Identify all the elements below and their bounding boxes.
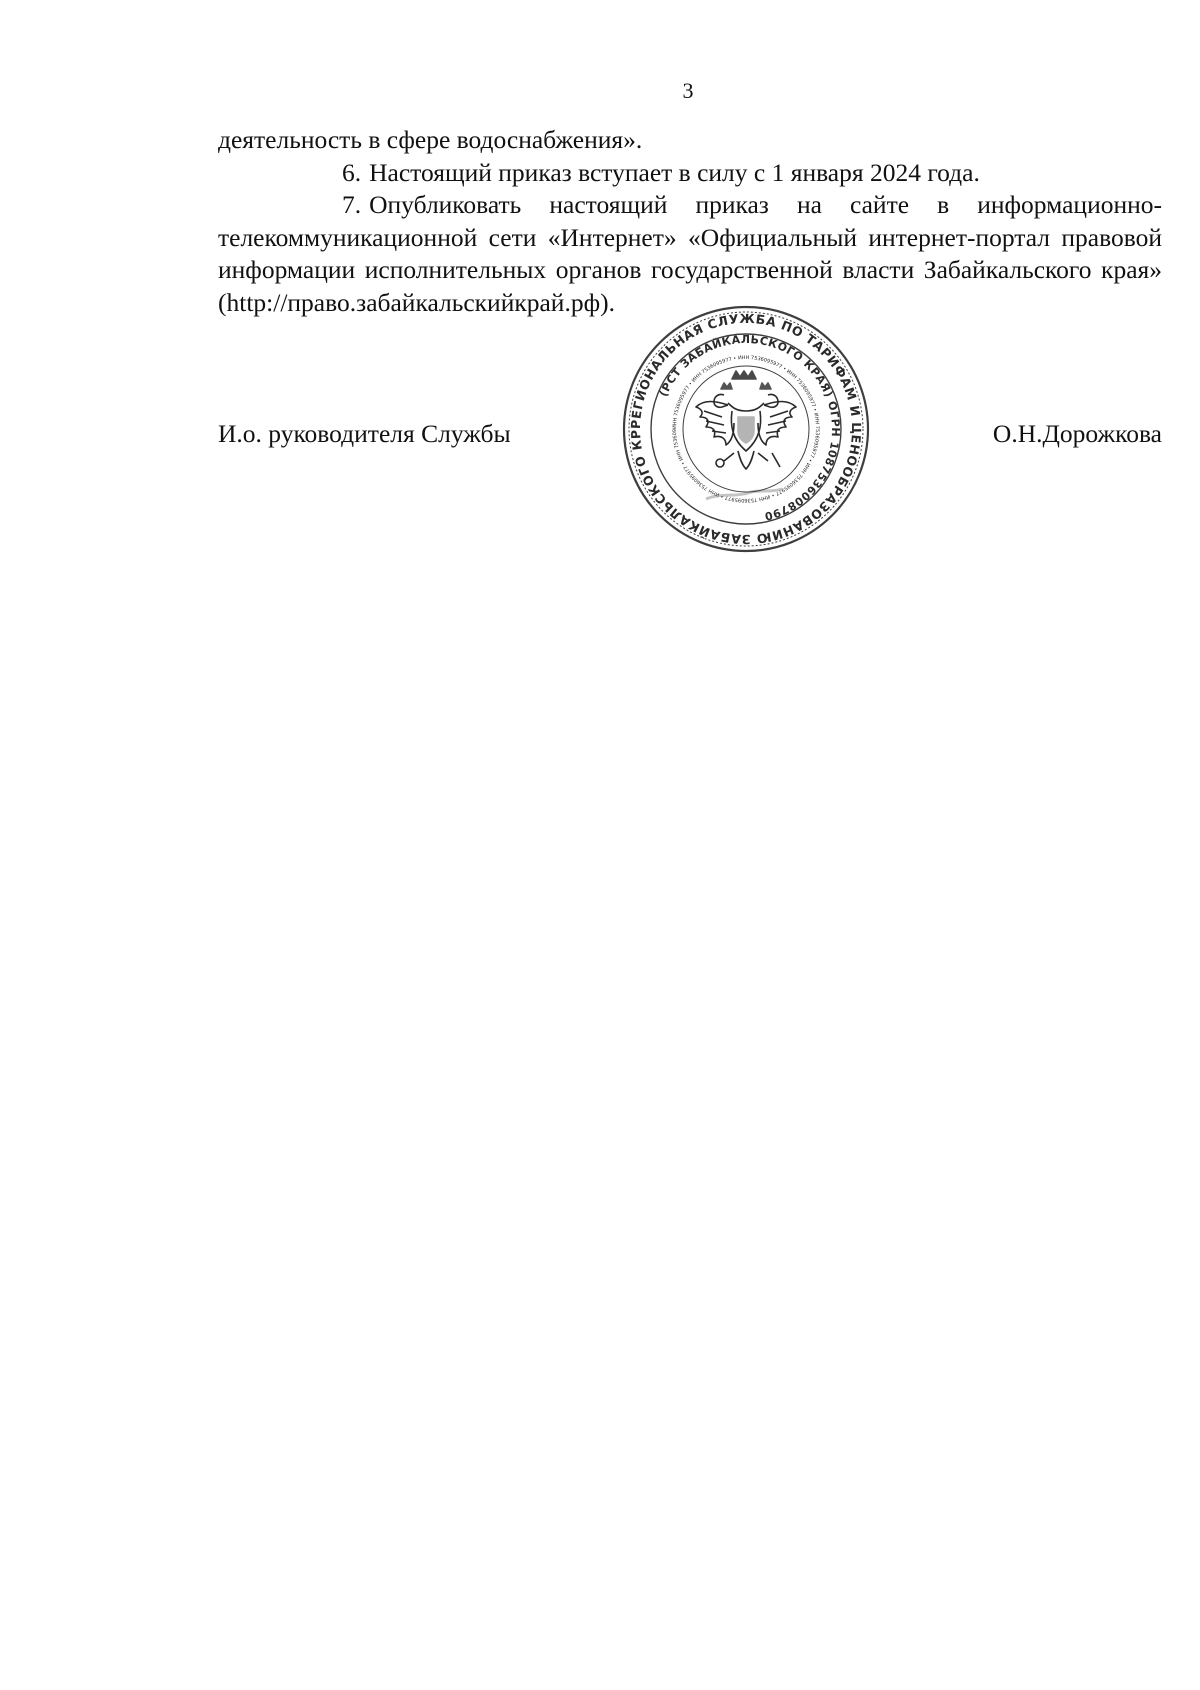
item-text-7: Опубликовать настоящий приказ на сайте в информационно-телекоммуникационной сети «Интернет» «Официальный интернет-портал правовой информации исполнительных органов государственной власти Забайкальского края» (http://право.забайкальскийкрай.рф). bbox=[218, 190, 1162, 317]
item-number-7: 7. bbox=[342, 190, 362, 219]
official-seal-stamp bbox=[620, 303, 872, 555]
seal-outer-text: РЕГИОНАЛЬНАЯ СЛУЖБА ПО ТАРИФАМ И ЦЕНООБРАЗОВАНИЮ ЗАБАЙКАЛЬСКОГО КР bbox=[627, 310, 865, 548]
signatory-name: О.Н.Дорожкова bbox=[992, 419, 1162, 448]
document-body bbox=[218, 124, 1162, 319]
seal-inner-text: (РСТ ЗАБАЙКАЛЬСКОГО КРАЯ) ОГРН 1087536008790 bbox=[656, 332, 843, 523]
paragraph-item-7 bbox=[218, 189, 1162, 319]
signatory-position: И.о. руководителя Службы bbox=[218, 419, 511, 448]
item-text-6: Настоящий приказ вступает в силу с 1 января 2024 года. bbox=[369, 157, 980, 187]
coat-of-arms-eagle-icon bbox=[696, 371, 796, 469]
page-number: 3 bbox=[682, 78, 694, 103]
seal-micro-text: ИНН 7536095977 • ИНН 7536095977 • ИНН 7536095977 • ИНН 7536095977 • ИНН 7536095977 • ИНН 7536095977 • ИНН 7536095977 • ИНН 7536095977 • ИНН 753609 bbox=[671, 354, 821, 504]
item-number-6: 6. bbox=[342, 157, 362, 187]
paragraph-continuation: деятельность в сфере водоснабжения». bbox=[218, 125, 643, 154]
seal-graphic bbox=[620, 303, 872, 555]
paragraph-item-6 bbox=[218, 157, 1162, 190]
